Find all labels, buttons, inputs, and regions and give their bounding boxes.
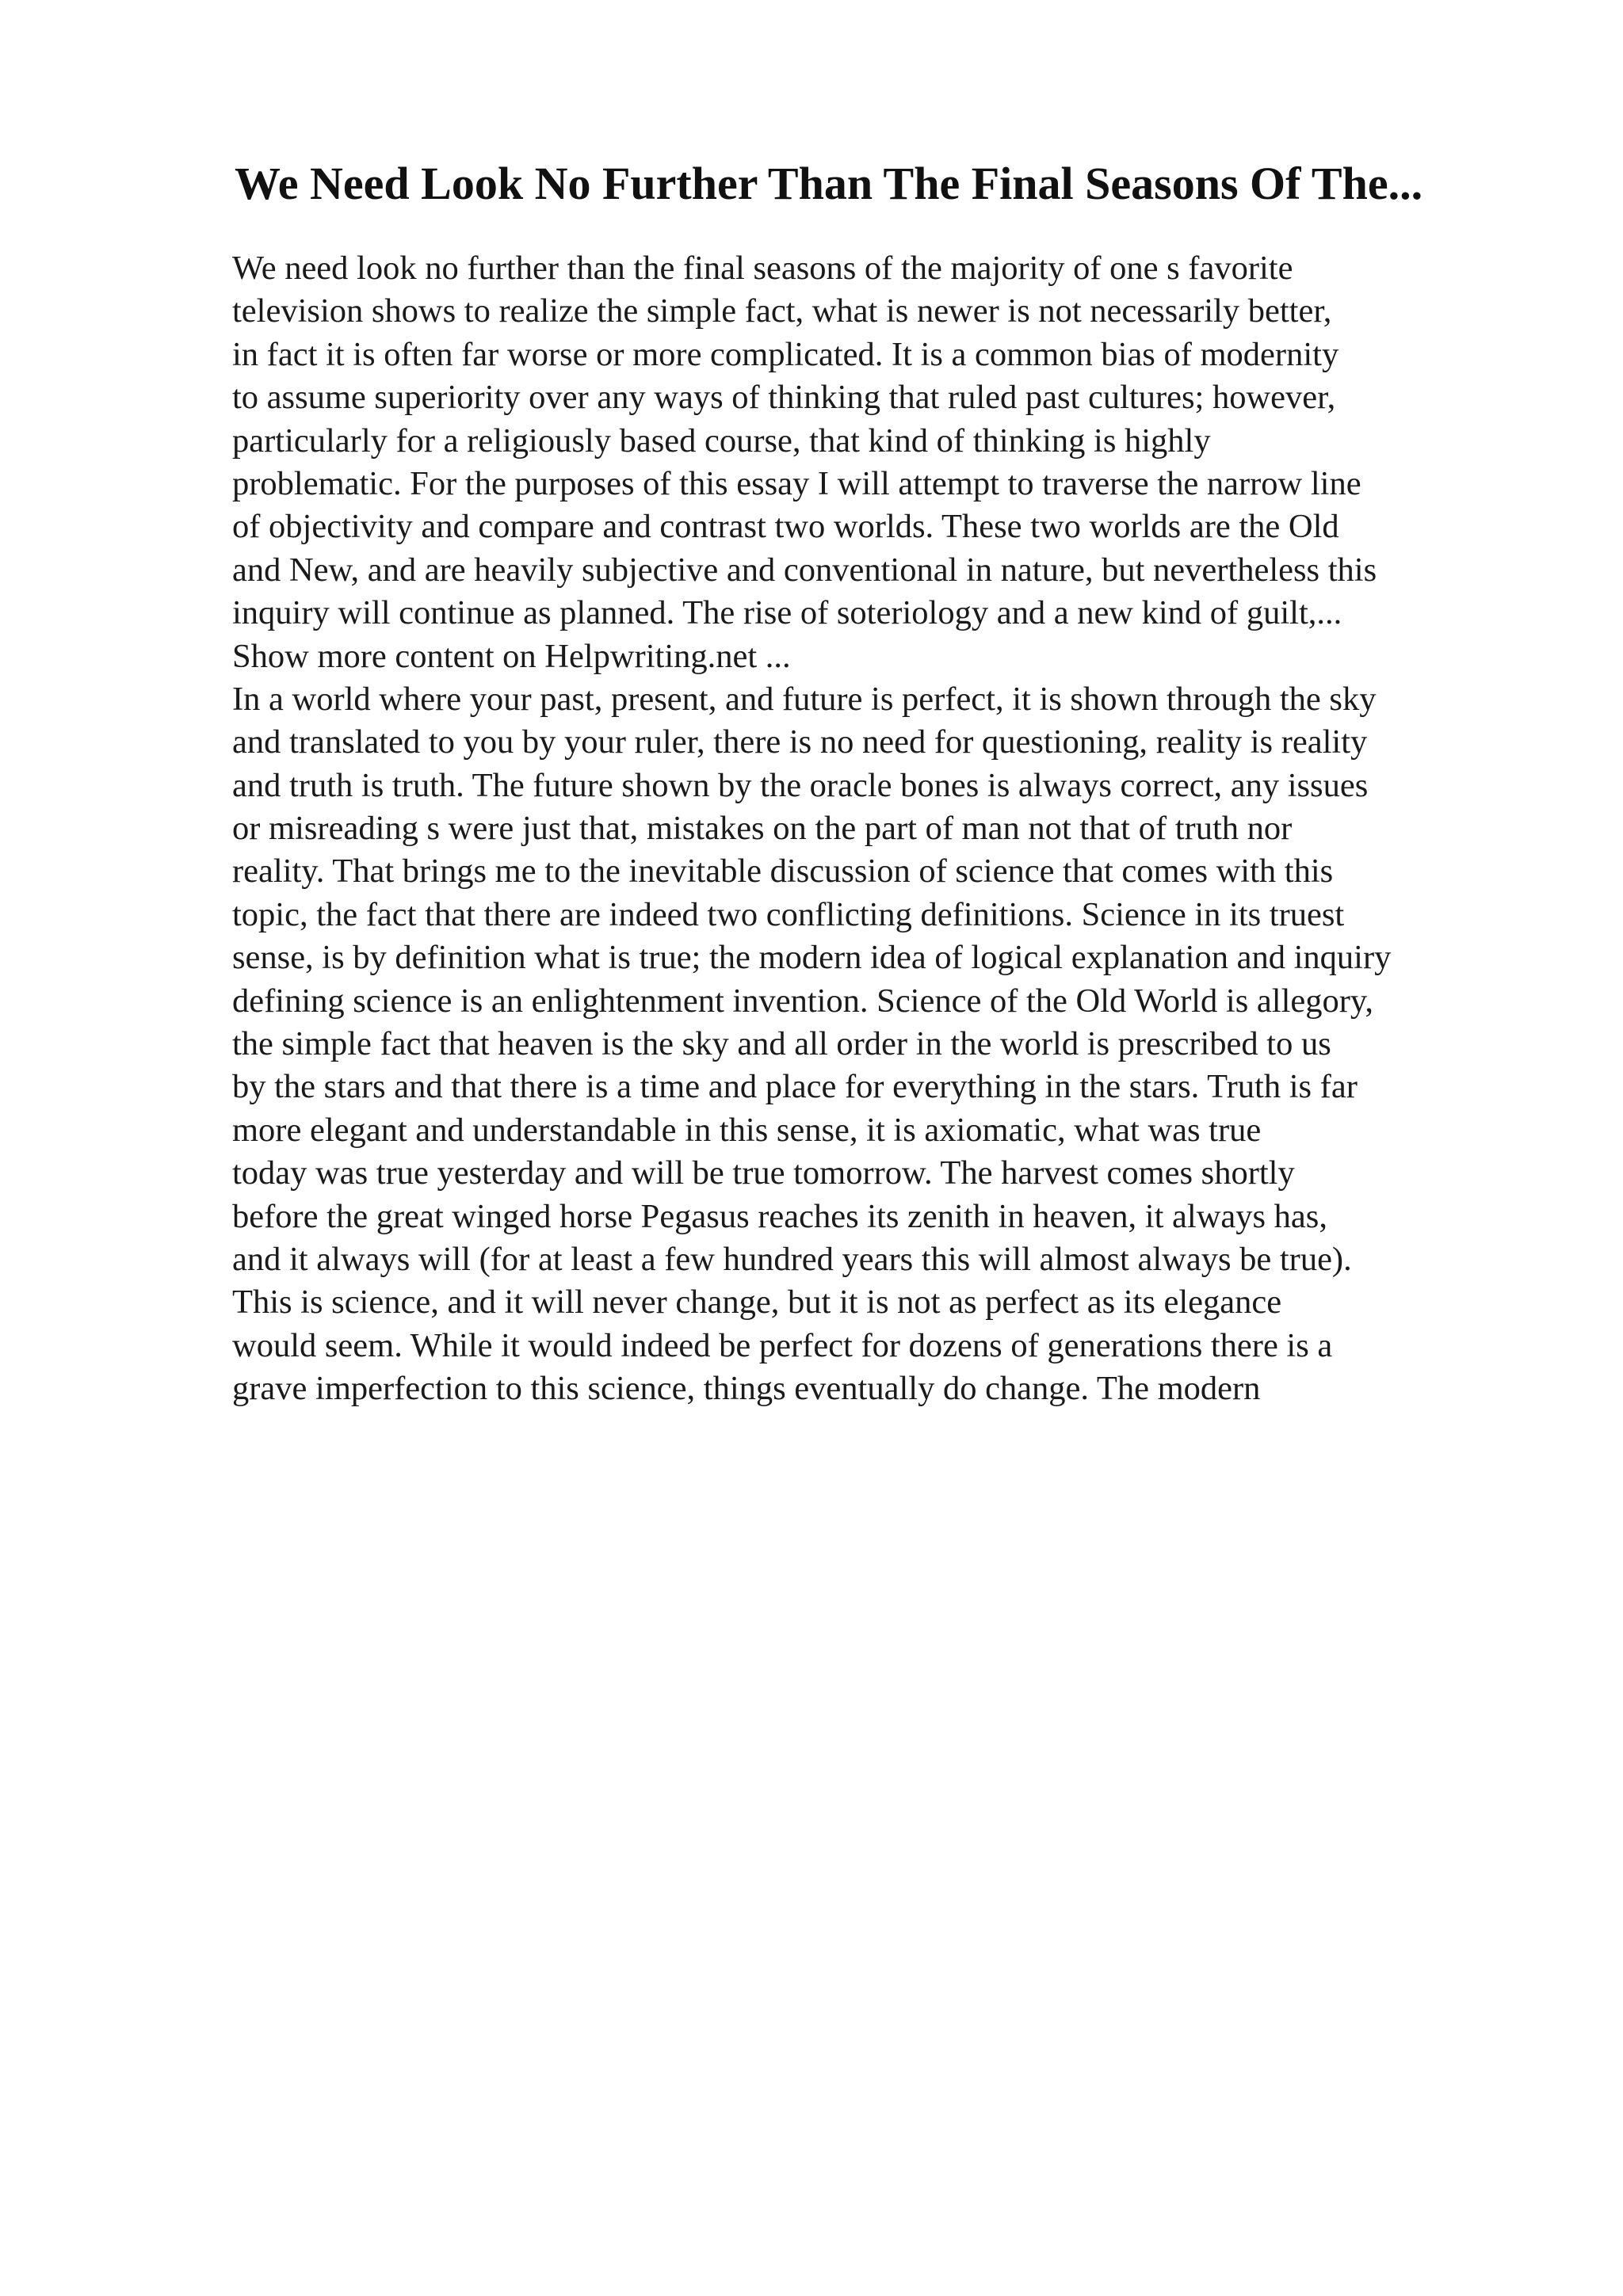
body-line: and it always will (for at least a few hundred years this will almost always be true). — [232, 1240, 1352, 1278]
body-line: and translated to you by your ruler, there is no need for questioning, reality is reality — [232, 723, 1368, 761]
body-line: sense, is by definition what is true; the modern idea of logical explanation and inquiry — [232, 939, 1392, 977]
body-line: This is science, and it will never change, but it is not as perfect as its elegance — [232, 1283, 1282, 1322]
body-line: today was true yesterday and will be true tomorrow. The harvest comes shortly — [232, 1154, 1295, 1192]
document-title: We Need Look No Further Than The Final Seasons Of The... — [235, 158, 1423, 209]
body-line: grave imperfection to this science, things eventually do change. The modern — [232, 1370, 1261, 1408]
show-more-line: Show more content on Helpwriting.net ... — [232, 637, 791, 675]
body-line: We need look no further than the final seasons of the majority of one s favorite — [232, 250, 1293, 287]
body-line: to assume superiority over any ways of thinking that ruled past cultures; however, — [232, 379, 1336, 417]
body-line: and New, and are heavily subjective and conventional in nature, but nevertheless this — [232, 551, 1377, 589]
document-body — [232, 247, 1611, 1411]
body-line: defining science is an enlightenment invention. Science of the Old World is allegory, — [232, 982, 1374, 1020]
body-line: particularly for a religiously based course, that kind of thinking is highly — [232, 421, 1211, 460]
body-line: inquiry will continue as planned. The rise of soteriology and a new kind of guilt,... — [232, 594, 1342, 632]
body-line: more elegant and understandable in this sense, it is axiomatic, what was true — [232, 1111, 1262, 1149]
body-line: topic, the fact that there are indeed two conflicting definitions. Science in its truest — [232, 895, 1345, 933]
body-line: of objectivity and compare and contrast two worlds. These two worlds are the Old — [232, 508, 1339, 546]
body-line: television shows to realize the simple fact, what is newer is not necessarily better, — [232, 292, 1332, 330]
body-line: In a world where your past, present, and future is perfect, it is shown through the sky — [232, 680, 1377, 718]
body-line: by the stars and that there is a time and place for everything in the stars. Truth is far — [232, 1068, 1358, 1106]
body-line: would seem. While it would indeed be perfect for dozens of generations there is a — [232, 1326, 1333, 1364]
body-line: problematic. For the purposes of this essay I will attempt to traverse the narrow line — [232, 464, 1361, 502]
body-line: and truth is truth. The future shown by the oracle bones is always correct, any issues — [232, 766, 1369, 804]
body-line: before the great winged horse Pegasus reaches its zenith in heaven, it always has, — [232, 1197, 1327, 1235]
body-line: in fact it is often far worse or more complicated. It is a common bias of modernity — [232, 335, 1339, 373]
body-line: reality. That brings me to the inevitable discussion of science that comes with this — [232, 852, 1334, 891]
body-line: the simple fact that heaven is the sky and all order in the world is prescribed to us — [232, 1025, 1331, 1063]
body-line: or misreading s were just that, mistakes on the part of man not that of truth nor — [232, 810, 1293, 848]
